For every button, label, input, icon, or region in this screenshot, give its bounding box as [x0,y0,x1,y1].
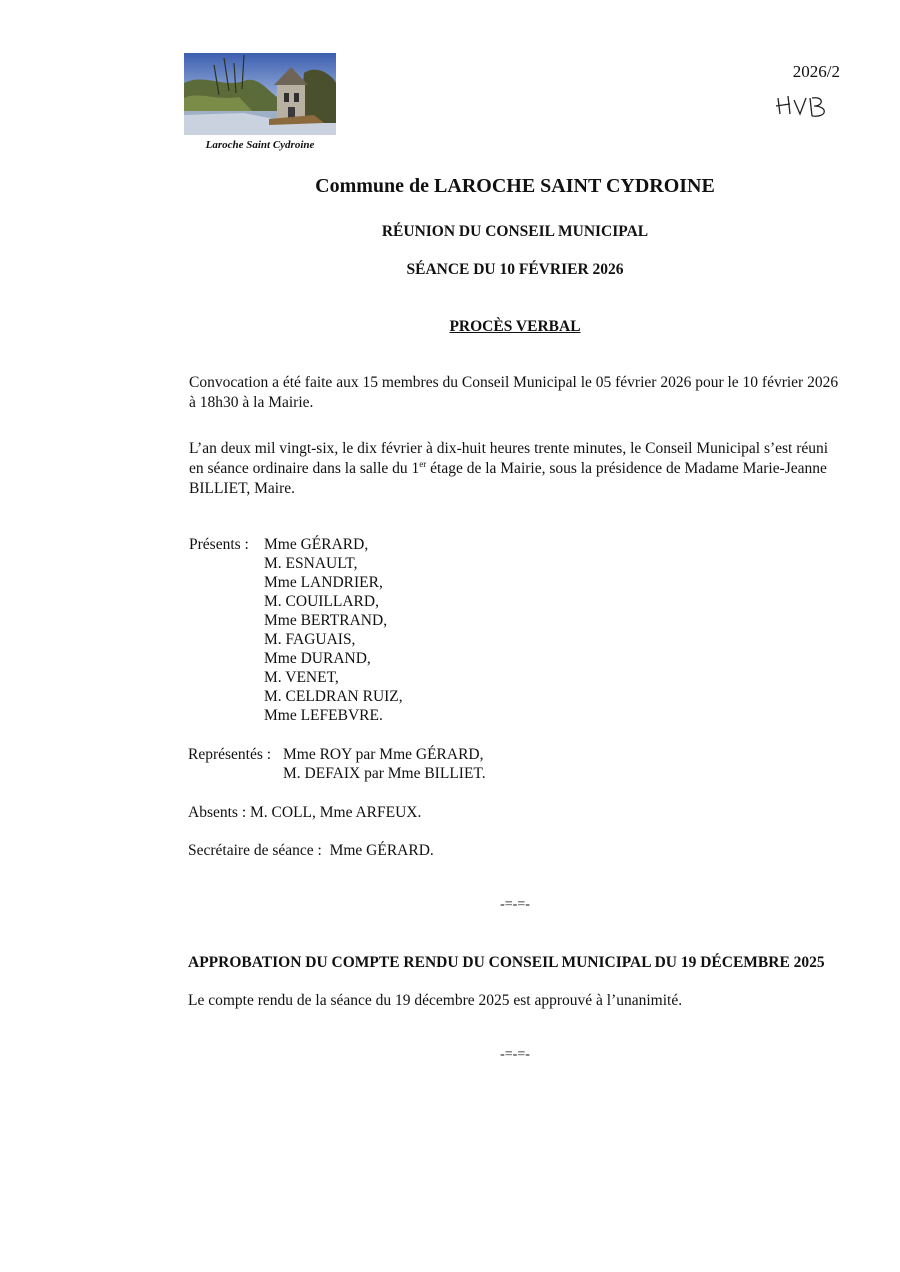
represented-member: M. DEFAIX par Mme BILLIET. [283,765,486,782]
present-member: Mme LEFEBVRE. [264,707,383,724]
convocation-paragraph: Convocation a été faite aux 15 membres du Conseil Municipal le 05 février 2026 pour le 10 février 2026 à 18h30 à la Mairie. [189,374,839,411]
present-member: Mme LANDRIER, [264,574,383,591]
session-date: SÉANCE DU 10 FÉVRIER 2026 [406,261,624,278]
opening-superscript: er [419,459,427,469]
secretary-name: Mme GÉRARD. [329,842,434,859]
represented-label: Représentés : [188,746,272,763]
initials-signature-icon [774,92,838,122]
separator: -=-=- [500,1047,530,1062]
present-member: Mme DURAND, [264,650,371,667]
section-heading: APPROBATION DU COMPTE RENDU DU CONSEIL MUNICIPAL DU 19 DÉCEMBRE 2025 [188,954,825,971]
commune-title: Commune de LAROCHE SAINT CYDROINE [315,175,715,197]
absent-members: M. COLL, Mme ARFEUX. [250,804,422,821]
present-list [264,535,403,725]
present-member: M. VENET, [264,669,339,686]
opening-paragraph [189,439,841,499]
absent-label: Absents : [188,804,247,821]
present-member: M. ESNAULT, [264,555,358,572]
present-label: Présents : [189,536,249,553]
page-reference: 2026/2 [792,62,840,81]
present-member: M. COUILLARD, [264,593,379,610]
document-type-label: PROCÈS VERBAL [449,318,581,335]
village-logo-image [184,53,336,135]
present-member: M. FAGUAIS, [264,631,356,648]
present-member: Mme BERTRAND, [264,612,388,629]
village-church-photo [184,53,336,135]
handwritten-initials [774,92,838,122]
document-type [0,318,900,336]
represented-member: Mme ROY par Mme GÉRARD, [283,746,484,763]
absent-line [188,803,421,822]
opening-text-1: L’an deux mil vingt-six, le dix février à dix-huit heures trente minutes, le Conseil Municipal s’est réuni en séance ordinaire dans la salle du 1 [189,440,829,477]
section-body: Le compte rendu de la séance du 19 décembre 2025 est approuvé à l’unanimité. [188,992,683,1009]
opening-text-2: étage de la Mairie, sous la présidence de Madame Marie-Jeanne BILLIET, Maire. [189,460,827,497]
present-member: M. CELDRAN RUIZ, [264,688,403,705]
secretary-label: Secrétaire de séance : [188,842,322,859]
meeting-title: RÉUNION DU CONSEIL MUNICIPAL [381,223,649,240]
logo-caption: Laroche Saint Cydroine [205,139,315,151]
separator: -=-=- [500,897,530,912]
present-member: Mme GÉRARD, [264,536,369,553]
secretary-line [188,841,434,860]
